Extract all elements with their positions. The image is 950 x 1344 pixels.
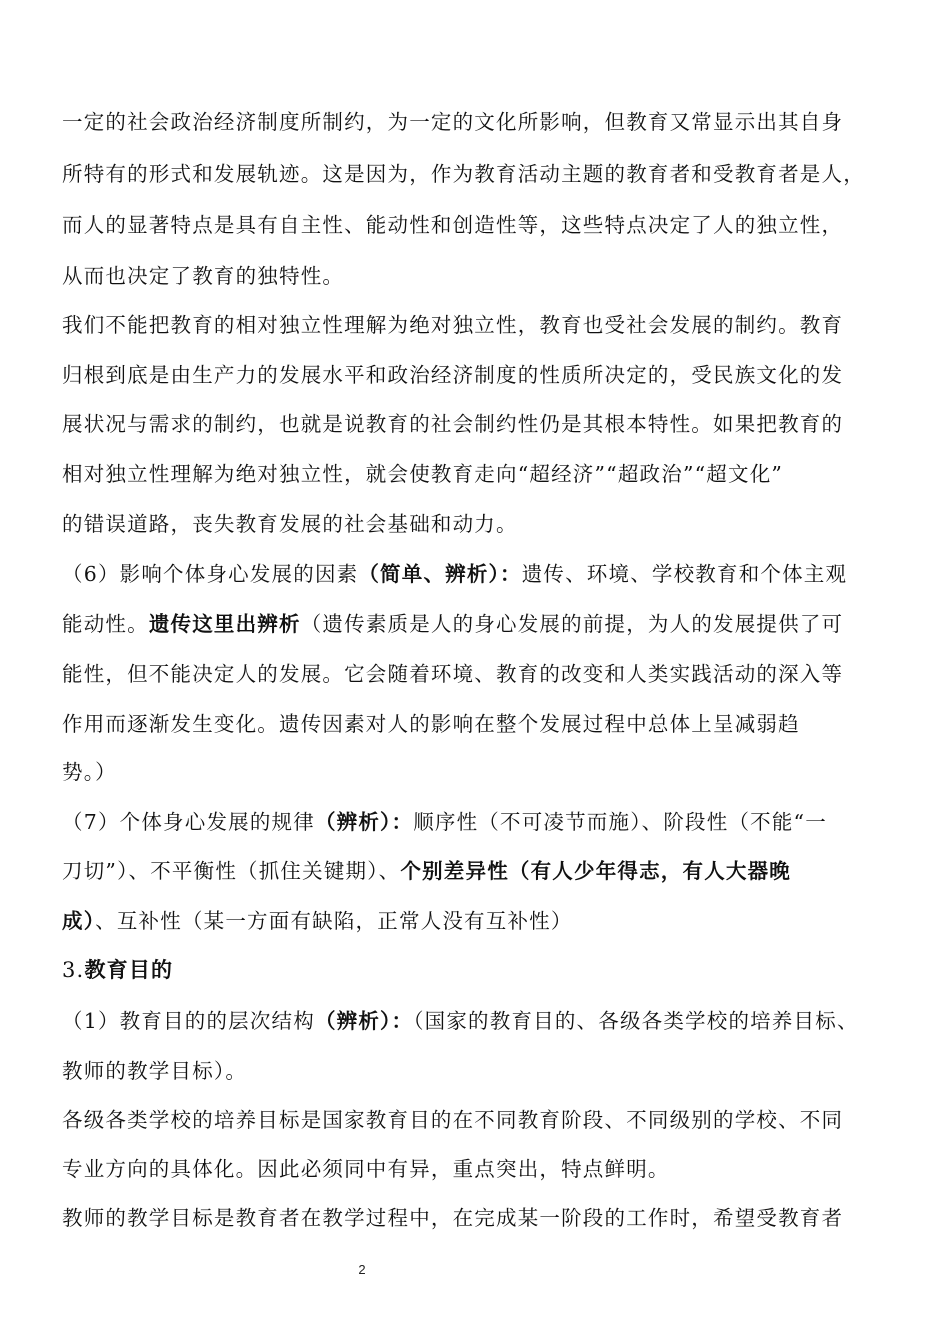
- text-line: [62, 808, 827, 836]
- text-line: 能性，但不能决定人的发展。它会随着环境、教育的改变和人类实践活动的深入等: [62, 662, 844, 686]
- bold-emphasis: 成）: [62, 909, 96, 933]
- plain-text: 顺序性（不可凌节而施）、阶段性（不能“一: [413, 810, 827, 834]
- plain-text: （遗传素质是人的身心发展的前提，为人的发展提供了可: [300, 612, 844, 636]
- section-number: 3.: [62, 958, 85, 982]
- bold-emphasis: 个别差异性（有人少年得志，有人大器晚: [400, 859, 791, 883]
- bold-emphasis: 遗传这里出辨析: [148, 612, 301, 636]
- text-line: 所特有的形式和发展轨迹。这是因为，作为教育活动主题的教育者和受教育者是人，: [62, 162, 865, 186]
- plain-text: 能动性。: [62, 612, 149, 636]
- bold-emphasis: （辨析）：: [314, 810, 414, 834]
- text-line: [62, 610, 843, 638]
- text-line: [62, 857, 791, 885]
- list-marker-text: （7）个体身心发展的规律: [62, 810, 315, 834]
- text-line: [62, 560, 847, 588]
- text-line: [62, 907, 573, 935]
- text-line: 我们不能把教育的相对独立性理解为绝对独立性，教育也受社会发展的制约。教育: [62, 313, 844, 337]
- text-line: 相对独立性理解为绝对独立性，就会使教育走向“超经济”“超政治”“超文化”: [62, 462, 784, 486]
- text-line: 势。）: [62, 760, 117, 784]
- text-line: 归根到底是由生产力的发展水平和政治经济制度的性质所决定的，受民族文化的发: [62, 363, 844, 387]
- text-line: 而人的显著特点是具有自主性、能动性和创造性等，这些特点决定了人的独立性，: [62, 213, 844, 237]
- plain-text: 遗传、环境、学校教育和个体主观: [521, 562, 848, 586]
- text-line: 专业方向的具体化。因此必须同中有异，重点突出，特点鲜明。: [62, 1157, 670, 1181]
- list-marker-text: （6）影响个体身心发展的因素: [62, 562, 359, 586]
- page-number: 2: [358, 1262, 366, 1277]
- text-line: [62, 1007, 859, 1035]
- plain-text: 、互补性（某一方面有缺陷，正常人没有互补性）: [95, 909, 573, 933]
- text-line: 教师的教学目标）。: [62, 1059, 248, 1083]
- bold-emphasis: （辨析）：: [314, 1009, 414, 1033]
- text-line: 的错误道路，丧失教育发展的社会基础和动力。: [62, 512, 518, 536]
- text-line: 各级各类学校的培养目标是国家教育目的在不同教育阶段、不同级别的学校、不同: [62, 1108, 844, 1132]
- plain-text: （国家的教育目的、各级各类学校的培养目标、: [413, 1009, 859, 1033]
- text-line: 一定的社会政治经济制度所制约，为一定的文化所影响，但教育又常显示出其自身: [62, 110, 844, 134]
- text-line: 从而也决定了教育的独特性。: [62, 264, 345, 288]
- section-heading: [62, 956, 173, 984]
- plain-text: 刀切”）、不平衡性（抓住关键期）、: [62, 859, 401, 883]
- section-title: 教育目的: [84, 958, 174, 982]
- bold-emphasis: （简单、辨析）：: [358, 562, 522, 586]
- text-line: 展状况与需求的制约，也就是说教育的社会制约性仍是其根本特性。如果把教育的: [62, 412, 844, 436]
- text-line: 作用而逐渐发生变化。遗传因素对人的影响在整个发展过程中总体上呈减弱趋: [62, 712, 800, 736]
- text-line: 教师的教学目标是教育者在教学过程中，在完成某一阶段的工作时，希望受教育者: [62, 1206, 844, 1230]
- list-marker-text: （1）教育目的的层次结构: [62, 1009, 315, 1033]
